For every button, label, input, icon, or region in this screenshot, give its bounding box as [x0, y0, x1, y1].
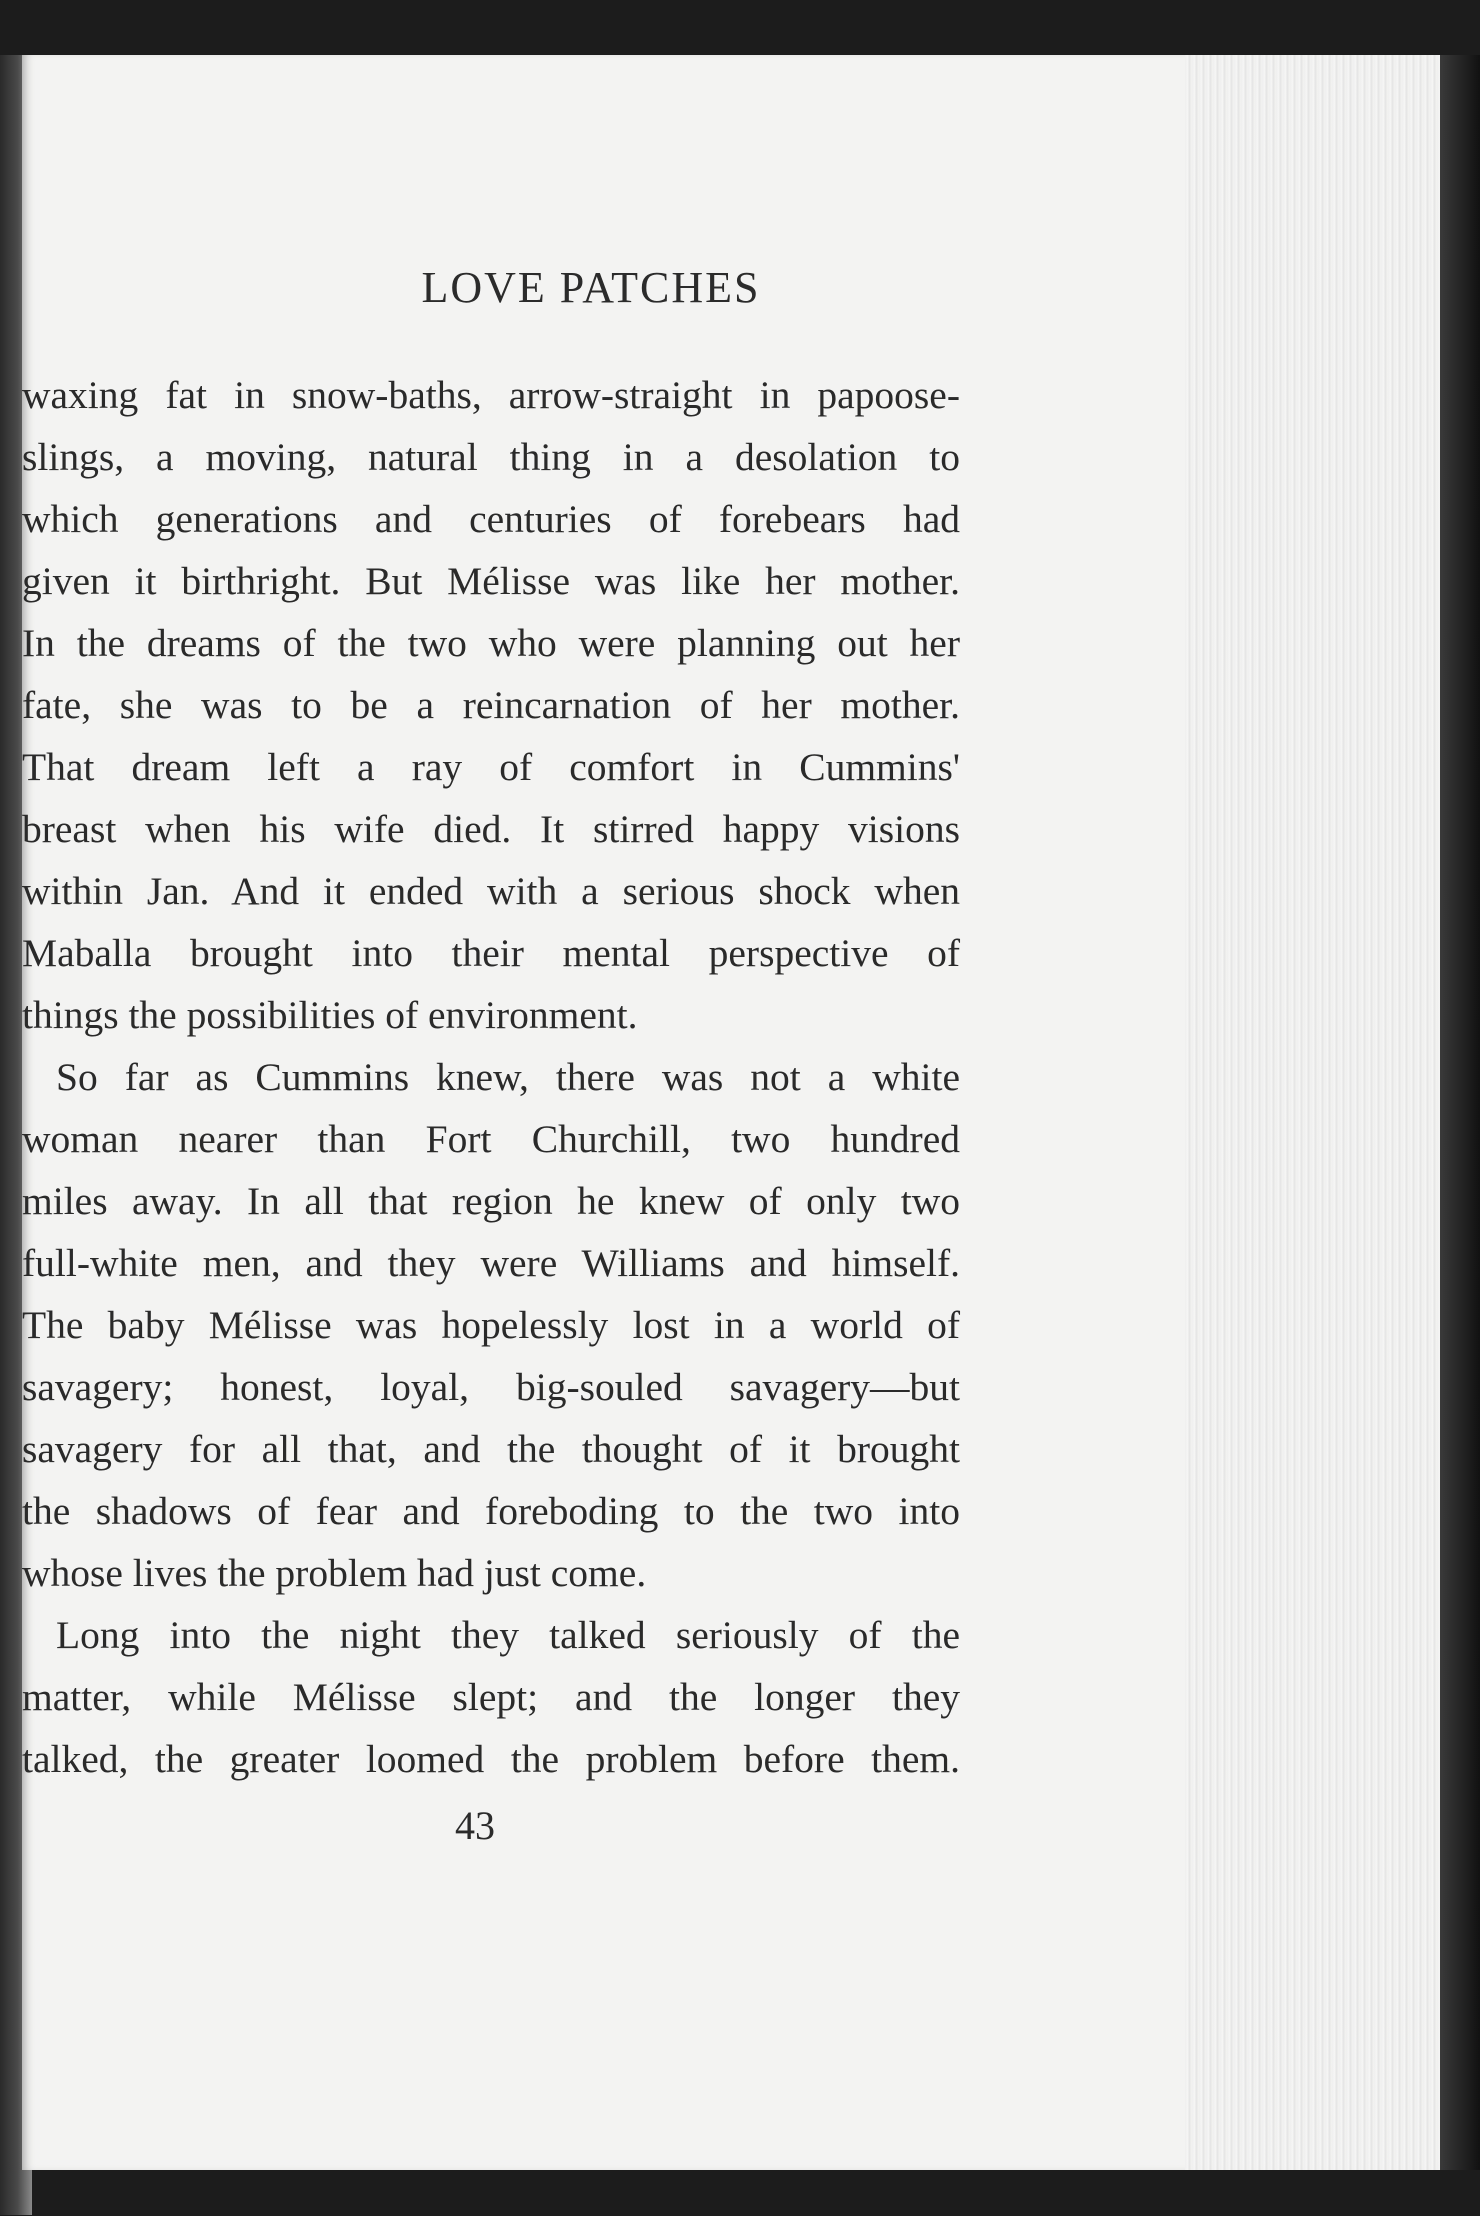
text-line: Long into the night they talked seriously of the	[56, 1613, 960, 1657]
text-line: So far as Cummins knew, there was not a white	[56, 1055, 960, 1099]
text-line: full-white men, and they were Williams and himself.	[22, 1241, 960, 1285]
text-line: savagery; honest, loyal, big-souled savagery—but	[22, 1365, 960, 1409]
text-line: fate, she was to be a reincarnation of her mother.	[22, 683, 960, 727]
body-text	[22, 364, 960, 1790]
text-line: miles away. In all that region he knew of only two	[22, 1179, 960, 1223]
text-line: things the possibilities of environment.	[22, 993, 638, 1037]
text-line: slings, a moving, natural thing in a desolation to	[22, 435, 960, 479]
text-line: within Jan. And it ended with a serious shock when	[22, 869, 960, 913]
text-line: savagery for all that, and the thought of it brought	[22, 1427, 960, 1471]
text-line: In the dreams of the two who were planning out her	[22, 621, 960, 665]
text-line: which generations and centuries of forebears had	[22, 497, 960, 541]
text-line: Maballa brought into their mental perspective of	[22, 931, 960, 975]
text-line: given it birthright. But Mélisse was like her mother.	[22, 559, 960, 603]
text-line: waxing fat in snow-baths, arrow-straight in papoose-	[22, 373, 960, 417]
text-line: woman nearer than Fort Churchill, two hundred	[22, 1117, 960, 1161]
page-edge-shadow	[1440, 55, 1480, 2170]
running-head: LOVE PATCHES	[421, 263, 761, 312]
text-line: matter, while Mélisse slept; and the longer they	[22, 1675, 960, 1719]
page-edge-stack	[1185, 55, 1440, 2170]
text-line: breast when his wife died. It stirred happy visions	[22, 807, 960, 851]
text-line: That dream left a ray of comfort in Cummins'	[22, 745, 960, 789]
text-line: talked, the greater loomed the problem before them.	[22, 1737, 960, 1781]
text-line: the shadows of fear and foreboding to the two into	[22, 1489, 960, 1533]
page-number: 43	[455, 1803, 495, 1848]
text-line: The baby Mélisse was hopelessly lost in a world of	[22, 1303, 960, 1347]
text-line: whose lives the problem had just come.	[22, 1551, 647, 1595]
